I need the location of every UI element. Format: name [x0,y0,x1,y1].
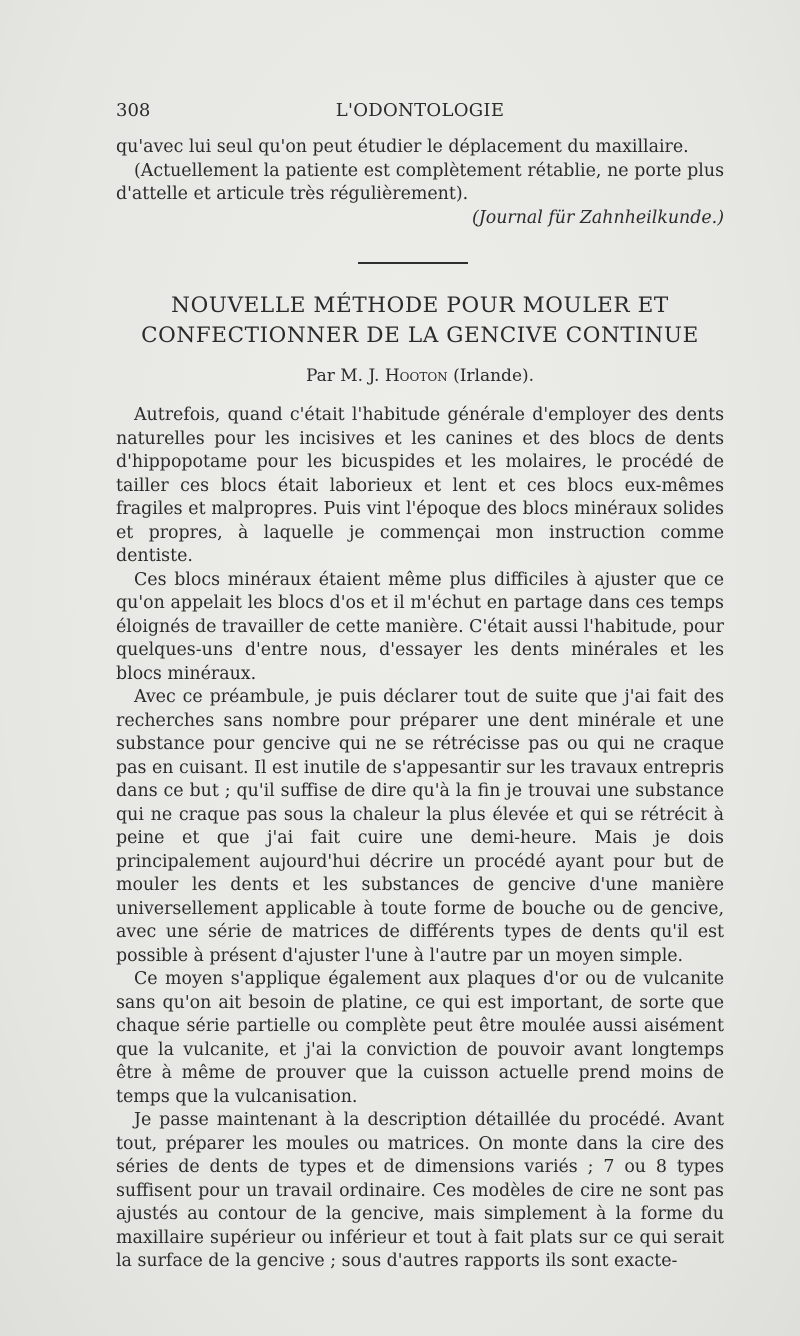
body-paragraph: Ce moyen s'applique également aux plaques d'or ou de vulcanite sans qu'on ait besoin de platine, ce qui est important, de sorte que chaque série partielle ou complète peut être moulée aussi aisément que la vulcanite, et j'ai la conviction de pouvoir avant longtemps être à même de prouver que la cuisson actuelle prend moins de temps que la vulcanisation. [116,969,724,1107]
byline-suffix: (Irlande). [453,366,535,386]
byline-author: Hooton [384,366,448,386]
page-header [116,100,724,124]
byline-prefix: Par M. J. [305,366,380,386]
body-paragraph: Ces blocs minéraux étaient même plus difficiles à ajuster que ce qu'on appelait les blocs d'os et il m'échut en partage dans ces temps éloignés de travailler de cette manière. C'était aussi l'habitude, pour quelques-uns d'entre nous, d'essayer les dents minérales et les blocs minéraux. [116,569,724,684]
intro-section [116,136,724,230]
body-paragraph: Autrefois, quand c'était l'habitude générale d'employer des dents naturelles pour les incisives et les canines et des blocs de dents d'hippopotame pour les bicuspides et les molaires, le procédé de tailler ces blocs était laborieux et lent et ces blocs eux-mêmes fragiles et malpropres. Puis vint l'époque des blocs minéraux solides et propres, à laquelle je commençai mon instruction comme dentiste. [116,405,724,566]
running-title: L'ODONTOLOGIE [335,100,505,121]
body-paragraph: Je passe maintenant à la description détaillée du procédé. Avant tout, préparer les moules ou matrices. On monte dans la cire des séries de dents de types et de dimensions variés ; 7 ou 8 types suffisent pour un travail ordinaire. Ces modèles de cire ne sont pas ajustés au contour de la gencive, mais simplement à la forme du maxillaire supérieur ou inférieur et tout à fait plats sur ce qui serait la surface de la gencive ; sous d'autres rapports ils sont exacte- [116,1110,724,1271]
journal-citation: (Journal für Zahnheilkunde.) [471,207,724,228]
page-number: 308 [116,100,151,121]
article-title-line: NOUVELLE MÉTHODE POUR MOULER ET [171,293,669,318]
body-paragraph: Avec ce préambule, je puis déclarer tout de suite que j'ai fait des recherches sans nombre pour préparer une dent minérale et une substance pour gencive qui ne se rétrécisse pas ou qui ne craque pas en cuisant. Il est inutile de s'appesantir sur les travaux entrepris dans ce but ; qu'il suffise de dire qu'à la fin je trouvai une substance qui ne craque pas sous la chaleur la plus élevée et qui se rétrécit à peine et que j'ai fait cuire une demi-heure. Mais je dois principalement aujourd'hui décrire un procédé ayant pour but de mouler les dents et les substances de gencive d'une manière universellement applicable à toute forme de bouche ou de gencive, avec une série de matrices de différents types de dents qu'il est possible à présent d'ajuster l'une à l'autre par un moyen simple. [116,687,724,966]
article-body [116,404,724,1274]
article-title [116,291,724,351]
article-byline [116,366,724,386]
article-title-line: CONFECTIONNER DE LA GENCIVE CONTINUE [141,323,699,348]
intro-paragraph: qu'avec lui seul qu'on peut étudier le déplacement du maxillaire. [116,137,689,157]
section-divider [358,262,468,264]
intro-paragraph: (Actuellement la patiente est complètement rétablie, ne porte plus d'attelle et articule très régulièrement). [116,160,724,204]
